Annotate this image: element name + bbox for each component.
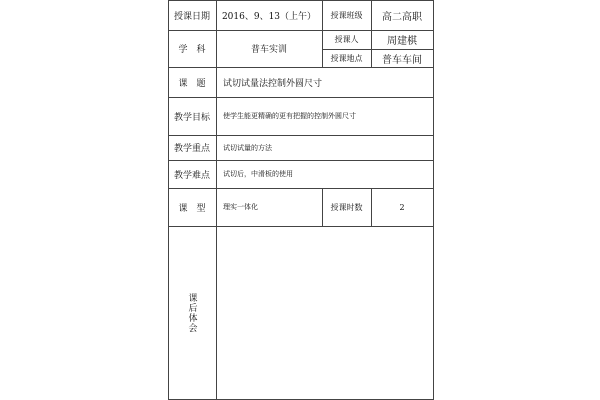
- reflection-area: [216, 226, 433, 399]
- teacher-label: 授课人: [334, 35, 359, 44]
- goal-value: 使学生能更精确的更有把握的控制外圆尺寸: [223, 112, 356, 120]
- lesson-plan-table: [168, 0, 434, 400]
- key-point-value: 试切试量的方法: [223, 143, 272, 152]
- class-value: 高二高职: [382, 11, 422, 23]
- reflection-label-cell: [168, 226, 216, 399]
- date-label: 授课日期: [173, 11, 210, 22]
- hours-label: 授课时数: [330, 202, 363, 212]
- lesson-type-value: 理实一体化: [223, 203, 258, 211]
- place-value: 普车车间: [382, 54, 422, 66]
- subject-label: 学 科: [178, 45, 206, 55]
- table-border-right: [433, 0, 434, 400]
- date-value: 2016、9、13（上午）: [221, 11, 317, 22]
- subject-value: 普车实训: [250, 45, 287, 55]
- key-point-label: 教学重点: [173, 144, 210, 154]
- topic-value: 试切试量法控制外圆尺寸: [223, 78, 323, 89]
- lesson-type-label: 课 型: [178, 203, 206, 214]
- class-label: 授课班级: [330, 10, 363, 20]
- hours-value: 2: [399, 202, 405, 212]
- topic-label: 课 题: [178, 78, 206, 89]
- place-label: 授课地点: [330, 53, 363, 63]
- reflection-label: 课后体会: [186, 292, 197, 333]
- goal-label: 教学目标: [173, 112, 210, 123]
- difficulty-value: 试切后，中滑板的使用: [223, 170, 293, 178]
- difficulty-label: 教学难点: [173, 170, 210, 181]
- teacher-value: 周建棋: [387, 36, 417, 47]
